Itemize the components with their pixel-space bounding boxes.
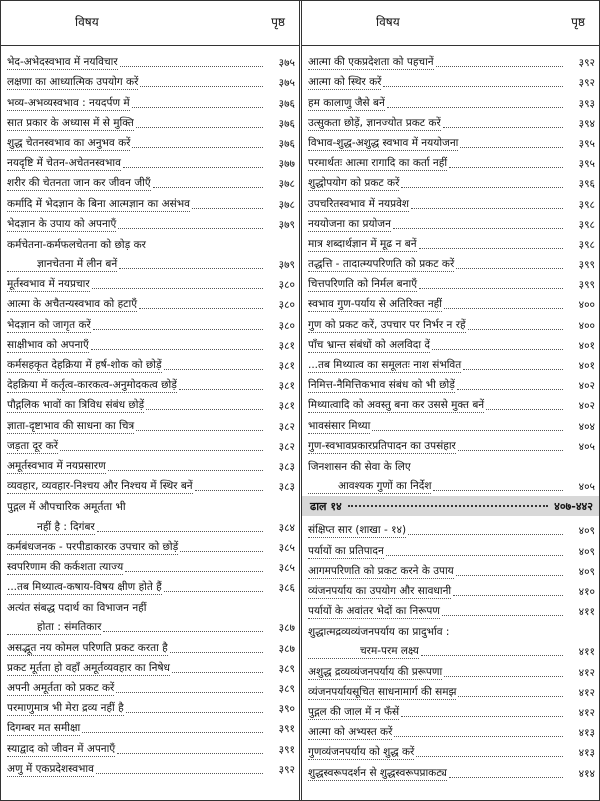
entry-page-number: ३८१ (278, 360, 295, 372)
entry-title: पर्यायों का प्रतिपादन (308, 544, 384, 557)
entry-page-number: ३८४ (278, 521, 295, 534)
toc-entry[interactable] (308, 70, 595, 90)
entry-title: परमाणुमात्र भी मेरा द्रव्य नहीं है (7, 702, 124, 715)
toc-entry[interactable] (7, 474, 295, 494)
entry-title: जड़ता दूर करें (7, 439, 59, 452)
entry-page-number: ४१२ (578, 686, 595, 699)
page-heading: पृष्ठ (271, 15, 285, 29)
entry-title: ...तब मिथ्यात्व-कषाय-विषय क्षीण होते हैं (7, 581, 162, 594)
entry-page-number: ३८५ (278, 561, 295, 574)
entry-page-number: ३७५ (278, 77, 295, 90)
entry-page-number: ४१३ (578, 747, 595, 760)
dotted-leader (453, 595, 563, 596)
toc-entry[interactable] (308, 191, 595, 211)
entry-title: आत्मा के अचैतन्यस्वभाव को हटाएँ (7, 298, 137, 311)
entry-title: ज्ञानचेतना में लीन बनें (7, 258, 117, 272)
toc-entry[interactable] (7, 757, 295, 777)
entry-title: आत्मा को स्थिर करें (308, 76, 382, 89)
entry-page-number: ३८९ (278, 662, 295, 675)
entry-title: निमित्त-नैमित्तिकभाव संबंध को भी छोड़ें (308, 379, 455, 392)
entry-page-number: ३८५ (278, 541, 295, 554)
entry-title: शुद्ध चेतनस्वभाव का अनुभव करें (7, 136, 131, 149)
entry-page-number: ३९५ (578, 137, 595, 150)
dotted-leader (172, 672, 263, 673)
entry-page-number: ४०१ (578, 339, 595, 352)
toc-entry[interactable] (308, 518, 595, 538)
entry-title: ...तब मिथ्यात्व का समूलतः नाश संभवित (308, 359, 462, 371)
entry-title: कर्मबंधजनक - परपीडाकारक उपचार को छोड़ें (7, 540, 179, 553)
toc-entry[interactable] (7, 151, 295, 171)
dotted-leader (117, 753, 263, 754)
toc-entry[interactable] (7, 312, 295, 332)
dotted-leader (82, 732, 263, 733)
subject-heading: विषय (75, 15, 99, 29)
entry-title: भेद-अभेदस्वभाव में नयविचार (7, 56, 118, 69)
section-range: ४०७-४४२ (554, 499, 593, 513)
entry-title: कर्मसहकृत देहक्रिया में हर्ष-शोक को छोड़ें (7, 359, 162, 371)
toc-entry[interactable] (308, 680, 595, 700)
toc-entry[interactable] (7, 736, 295, 756)
toc-entry[interactable] (7, 615, 295, 635)
dotted-leader (416, 756, 563, 757)
entry-title: मिथ्यात्वादि को अवस्तु बना कर उससे मुक्त बनें (308, 399, 485, 412)
entry-title: आत्मा की एकप्रदेशता को पहचानें (308, 56, 434, 69)
left-column (1, 1, 299, 800)
toc-entry[interactable] (7, 90, 295, 110)
right-column-header (302, 1, 599, 46)
entry-title: शुद्धोपयोग को प्रकट करें (308, 177, 400, 190)
entry-page-number: ३८० (278, 299, 295, 312)
entry-page-number: ३९६ (578, 178, 595, 191)
entry-page-number: ४०५ (578, 481, 595, 494)
entry-title: भेदज्ञान के उपाय को अपनाएँ (7, 217, 117, 230)
toc-entry[interactable] (7, 454, 295, 474)
dotted-leader (443, 127, 563, 128)
dotted-leader (419, 248, 563, 249)
toc-entry[interactable] (7, 716, 295, 736)
entry-page-number: ३७५ (278, 57, 295, 70)
entry-title: ज्ञाता-दृष्टाभाव की साधना का चित्र (7, 419, 135, 432)
toc-entry[interactable] (308, 272, 595, 292)
entry-title: अणु में एकप्रदेशस्वभाव (7, 762, 94, 775)
dotted-leader (444, 308, 563, 309)
entry-page-number: ३९० (278, 703, 295, 716)
toc-entry[interactable] (7, 676, 295, 696)
entry-title: देहक्रिया में कर्तृत्व-कारकत्व-अनुमोदकत्व छोड़ें (7, 379, 177, 392)
entry-page-number: ४१३ (578, 727, 595, 740)
entry-page-number: ३९२ (578, 77, 595, 90)
entry-title: दिगम्बर मत समीक्षा (7, 722, 81, 735)
entry-page-number: ३९१ (278, 743, 295, 756)
entry-title: साक्षीभाव को अपनाएँ (7, 338, 89, 351)
toc-entry[interactable] (7, 595, 295, 615)
toc-entry[interactable] (7, 212, 295, 232)
entry-title: चरम-परम लक्ष्य (308, 645, 419, 659)
toc-entry[interactable] (7, 434, 295, 454)
entry-page-number: ३८१ (278, 339, 295, 352)
toc-entry[interactable] (7, 696, 295, 716)
dotted-leader (408, 534, 563, 535)
dotted-leader (164, 591, 263, 592)
dotted-leader (136, 430, 263, 431)
entry-page-number: ३७९ (278, 259, 295, 272)
entry-title: मात्र शब्दार्थज्ञान में मूढ न बनें (308, 237, 417, 250)
entry-page-number: ४०० (578, 299, 595, 312)
toc-entry[interactable] (7, 131, 295, 151)
dotted-leader (411, 208, 563, 209)
entry-title: अशुद्ध द्रव्यव्यंजनपर्याय की प्ररूपणा (308, 665, 443, 678)
entry-page-number: ४१२ (578, 707, 595, 719)
dotted-leader (170, 652, 263, 653)
entry-page-number: ३९८ (578, 218, 595, 231)
toc-entry[interactable] (308, 90, 595, 110)
entry-page-number: ३८६ (278, 582, 295, 595)
toc-entry[interactable] (308, 171, 595, 191)
dotted-leader (449, 167, 563, 168)
toc-entry[interactable] (308, 659, 595, 679)
dotted-leader (92, 288, 263, 289)
dotted-leader (140, 86, 263, 87)
dotted-leader (486, 409, 563, 410)
entry-title: शरीर की चेतनता जान कर जीवन जीएँ (7, 177, 151, 190)
entry-page-number: ३८३ (278, 460, 295, 473)
entry-page-number: ३७८ (278, 178, 295, 191)
dotted-leader (468, 329, 563, 330)
entry-page-number: ३९४ (578, 117, 595, 130)
entry-title: आवश्यक गुणों का निर्देश (308, 480, 431, 494)
dotted-leader (419, 288, 563, 289)
entry-page-number: ३८२ (278, 420, 295, 433)
dotted-leader (192, 208, 263, 209)
entry-title: परमार्थतः आत्मा रागादि का कर्ता नहीं (308, 157, 448, 170)
dotted-leader (456, 575, 563, 576)
section-leader (348, 505, 548, 507)
dotted-leader (93, 329, 263, 330)
entry-page-number: ३८१ (278, 380, 295, 393)
dotted-leader (153, 187, 263, 188)
dotted-leader (442, 615, 563, 616)
entry-title: शुद्धात्मद्रव्यव्यंजनपर्याय का प्रादुर्भाव : (308, 626, 450, 639)
toc-entry[interactable] (7, 635, 295, 655)
toc-entry[interactable] (308, 373, 595, 393)
dotted-leader (444, 676, 563, 677)
entry-page-number: ३९२ (578, 57, 595, 70)
entry-title: हम कालाणु जैसे बनें (308, 96, 385, 109)
entry-page-number: ३९१ (278, 723, 295, 736)
entry-page-number: ४११ (578, 646, 595, 659)
dotted-leader (195, 490, 263, 491)
dotted-leader (436, 66, 563, 67)
toc-entry[interactable] (308, 333, 595, 353)
dotted-leader (457, 389, 563, 390)
entry-title: व्यवहार, व्यवहार-निश्चय और निश्चय में स्थिर बनें (7, 480, 193, 493)
toc-entry[interactable] (7, 656, 295, 676)
entry-page-number: ३८७ (278, 642, 295, 655)
toc-entry[interactable] (308, 559, 595, 579)
toc-entry[interactable] (308, 538, 595, 558)
entry-page-number: ४०४ (578, 420, 595, 433)
dotted-leader (96, 773, 263, 774)
dotted-leader (401, 716, 563, 717)
toc-entry[interactable] (7, 353, 295, 373)
dotted-leader (116, 692, 263, 693)
entry-page-number: ४०२ (578, 380, 595, 393)
entry-page-number: ३८१ (278, 400, 295, 413)
entry-title: संक्षिप्त सार (शाखा - १४) (308, 524, 407, 537)
dotted-leader (125, 571, 263, 572)
entry-title: गुणव्यंजनपर्याय को शुद्ध करें (308, 746, 415, 759)
entry-page-number: ३८० (278, 319, 295, 332)
dotted-leader (126, 712, 263, 713)
dotted-leader (132, 147, 263, 148)
entry-page-number: ४०९ (578, 545, 595, 558)
entry-title: अमूर्तस्वभाव में नयप्रसारण (7, 459, 106, 472)
entry-page-number: ३९३ (578, 97, 595, 110)
entry-title: पर्यायों के अवांतर भेदों का निरूपण (308, 605, 440, 618)
entry-title: पाँच भ्रान्त संबंधों को अलविदा दें (308, 338, 430, 351)
dotted-leader (91, 349, 263, 350)
subject-heading: विषय (376, 15, 400, 29)
dotted-leader (460, 147, 563, 148)
entry-page-number: ४०२ (578, 400, 595, 413)
entry-title: नयदृष्टि में चेतन-अचेतनस्वभाव (7, 157, 121, 170)
dotted-leader (463, 369, 563, 370)
entry-title: स्वभाव गुण-पर्याय से अतिरिक्त नहीं (308, 298, 442, 311)
entry-title: जिनशासन की सेवा के लिए (308, 460, 411, 473)
entry-title: लक्षणा का आध्यात्मिक उपयोग करें (7, 76, 139, 89)
entry-title: आगमपरिणति को प्रकट करने के उपाय (308, 564, 454, 577)
left-column-header (1, 1, 299, 46)
entry-title: कर्मचेतना-कर्मफलचेतना को छोड़ कर (7, 238, 146, 251)
entry-page-number: ४०९ (578, 565, 595, 578)
dotted-leader (132, 107, 263, 108)
toc-entry[interactable] (7, 333, 295, 353)
toc-entry[interactable] (7, 413, 295, 433)
toc-entry[interactable] (308, 393, 595, 413)
toc-entry[interactable] (308, 50, 595, 70)
entry-title: उपचरितस्वभाव में नयप्रवेश (308, 197, 410, 210)
dotted-leader (393, 228, 563, 229)
right-entries-section (302, 518, 599, 780)
toc-entry[interactable] (308, 700, 595, 720)
entry-page-number: ३७८ (278, 198, 295, 211)
toc-entry[interactable] (308, 151, 595, 171)
entry-page-number: ३९९ (578, 259, 595, 272)
dotted-leader (118, 228, 263, 229)
entry-page-number: ३८७ (278, 622, 295, 635)
entry-title: भावसंसार मिथ्या (308, 419, 371, 432)
dotted-leader (60, 450, 263, 451)
left-entries (1, 46, 299, 777)
toc-entry[interactable] (7, 575, 295, 595)
entry-page-number: ३९८ (578, 198, 595, 211)
entry-page-number: ३८३ (278, 481, 295, 494)
dotted-leader (123, 167, 263, 168)
dotted-leader (97, 531, 263, 532)
entry-title: स्याद्वाद को जीवन में अपनाएँ (7, 742, 116, 755)
toc-entry[interactable] (7, 252, 295, 272)
entry-page-number: ३७६ (278, 117, 295, 130)
toc-entry[interactable] (7, 292, 295, 312)
dotted-leader (103, 631, 263, 632)
toc-entry[interactable] (7, 50, 295, 70)
entry-title: नहीं है : दिगंबर (7, 521, 95, 535)
toc-entry[interactable] (308, 252, 595, 272)
entry-page-number: ३७९ (278, 218, 295, 231)
toc-entry[interactable] (308, 639, 595, 659)
entry-title: सात प्रकार के अध्यास में से मुक्ति (7, 116, 134, 129)
entry-title: विभाव-शुद्ध-अशुद्ध स्वभाव में नययोजना (308, 136, 459, 149)
entry-page-number: ३७६ (278, 137, 295, 150)
entry-page-number: ३९८ (578, 238, 595, 251)
entry-page-number: ४१४ (578, 767, 595, 780)
dotted-leader (180, 551, 263, 552)
toc-entry[interactable] (308, 111, 595, 131)
toc-entry[interactable] (308, 292, 595, 312)
entry-title: कर्मादि में भेदज्ञान के बिना आत्मज्ञान का असंभव (7, 197, 190, 210)
dotted-leader (456, 268, 563, 269)
toc-entry[interactable] (7, 70, 295, 90)
entry-page-number: ४०० (578, 319, 595, 332)
entry-title: अपनी अमूर्तता को प्रकट करें (7, 682, 115, 694)
dotted-leader (401, 187, 563, 188)
toc-entry[interactable] (308, 353, 595, 373)
toc-entry[interactable] (7, 191, 295, 211)
dotted-leader (449, 777, 563, 778)
entry-page-number: ३९५ (578, 158, 595, 171)
section-label: ढाल १४ (310, 499, 342, 513)
toc-entry[interactable] (308, 579, 595, 599)
dotted-leader (458, 696, 563, 697)
toc-entry[interactable] (308, 413, 595, 433)
page-heading: पृष्ठ (571, 15, 585, 29)
dotted-leader (386, 555, 563, 556)
dotted-leader (458, 450, 563, 451)
dotted-leader (433, 490, 563, 491)
entry-page-number: ३८९ (278, 683, 295, 695)
toc-entry[interactable] (7, 272, 295, 292)
entry-title: भेदज्ञान को जागृत करें (7, 318, 91, 331)
entry-page-number: ३९२ (278, 763, 295, 776)
toc-entry[interactable] (308, 131, 595, 151)
entry-page-number: ४१२ (578, 666, 595, 679)
right-column (302, 1, 599, 800)
toc-entry[interactable] (308, 232, 595, 252)
toc-entry[interactable] (7, 232, 295, 252)
dotted-leader (136, 127, 263, 128)
toc-entry[interactable] (7, 393, 295, 413)
entry-title: पुद्गल की जाल में न फँसें (308, 706, 400, 718)
toc-entry[interactable] (308, 474, 595, 494)
dotted-leader (387, 107, 563, 108)
entry-title: आत्मा को अभ्यस्त करें (308, 726, 393, 739)
entry-page-number: ४११ (578, 606, 595, 619)
dotted-leader (394, 736, 563, 737)
entry-title: स्वपरिणाम की कर्कशता त्याज्य (7, 560, 124, 573)
toc-entry[interactable] (308, 434, 595, 454)
dotted-leader (421, 655, 563, 656)
entry-title: व्यंजनपर्यायसूचित साधनामार्ग की समझ (308, 685, 457, 698)
toc-entry[interactable] (7, 373, 295, 393)
dotted-leader (179, 389, 263, 390)
dotted-leader (119, 268, 263, 269)
toc-entry[interactable] (7, 535, 295, 555)
right-entries (302, 46, 599, 494)
entry-page-number: ३८२ (278, 440, 295, 453)
entry-page-number: ३८० (278, 279, 295, 292)
entry-title: होता : संमतिकार (7, 621, 101, 635)
dotted-leader (372, 430, 563, 431)
entry-title: पौद्गलिक भावों का त्रिविध संबंध छोड़ें (7, 399, 145, 412)
entry-page-number: ४१० (578, 585, 595, 598)
toc-entry[interactable] (7, 555, 295, 575)
entry-title: असद्भूत नय कोमल परिणति प्रकट करता है (7, 641, 168, 654)
toc-entry[interactable] (308, 760, 595, 780)
entry-title: गुण को प्रकट करें, उपचार पर निर्भर न रहें (308, 318, 466, 331)
entry-title: तद्धत्ति - तादात्म्यपरिणति को प्रकट करें (308, 258, 455, 271)
entry-title: प्रकट मूर्तता हो वहाँ अमूर्तव्यवहार का निषेध (7, 661, 171, 674)
toc-entry[interactable] (308, 720, 595, 740)
toc-entry[interactable] (308, 740, 595, 760)
entry-page-number: ३७६ (278, 97, 295, 110)
entry-title: भव्य-अभव्यस्वभाव : नयदर्पण में (7, 96, 130, 109)
dotted-leader (432, 349, 563, 350)
entry-page-number: ३९९ (578, 279, 595, 292)
entry-page-number: ४०९ (578, 525, 595, 538)
entry-title: व्यंजनपर्याय का उपयोग और सावधानी (308, 584, 452, 597)
entry-title: मूर्तस्वभाव में नयप्रचार (7, 278, 90, 291)
entry-page-number: ४०५ (578, 440, 595, 453)
entry-page-number: ३७७ (278, 158, 295, 171)
entry-title: नययोजना का प्रयोजन (308, 217, 391, 230)
dotted-leader (164, 369, 263, 370)
toc-entry[interactable] (308, 212, 595, 232)
toc-entry[interactable] (308, 619, 595, 639)
toc-entry[interactable] (7, 494, 295, 514)
entry-title: गुण-स्वभावप्रकारप्रतिपादन का उपसंहार (308, 439, 456, 452)
toc-entry[interactable] (308, 454, 595, 474)
entry-title: उत्सुकता छोड़ें, ज्ञानज्योत प्रकट करें (308, 116, 441, 129)
toc-entry[interactable] (308, 599, 595, 619)
dotted-leader (108, 470, 263, 471)
toc-entry[interactable] (7, 171, 295, 191)
toc-entry[interactable] (7, 514, 295, 534)
dotted-leader (383, 86, 563, 87)
toc-entry[interactable] (308, 312, 595, 332)
entry-title: अत्यंत संबद्ध पदार्थ का विभाजन नहीं (7, 602, 147, 615)
entry-title: शुद्धस्वरूपदर्शन से शुद्धस्वरूपप्राकट्य (308, 766, 447, 779)
dotted-leader (139, 308, 263, 309)
dotted-leader (146, 409, 263, 410)
entry-title: पुद्गल में औपचारिक अमूर्तता भी (7, 501, 126, 514)
entry-title: चित्तपरिणति को निर्मल बनाएँ (308, 278, 418, 291)
section-header-dhal-14[interactable] (302, 496, 599, 516)
dotted-leader (120, 66, 263, 67)
entry-page-number: ४०१ (578, 360, 595, 372)
toc-entry[interactable] (7, 111, 295, 131)
